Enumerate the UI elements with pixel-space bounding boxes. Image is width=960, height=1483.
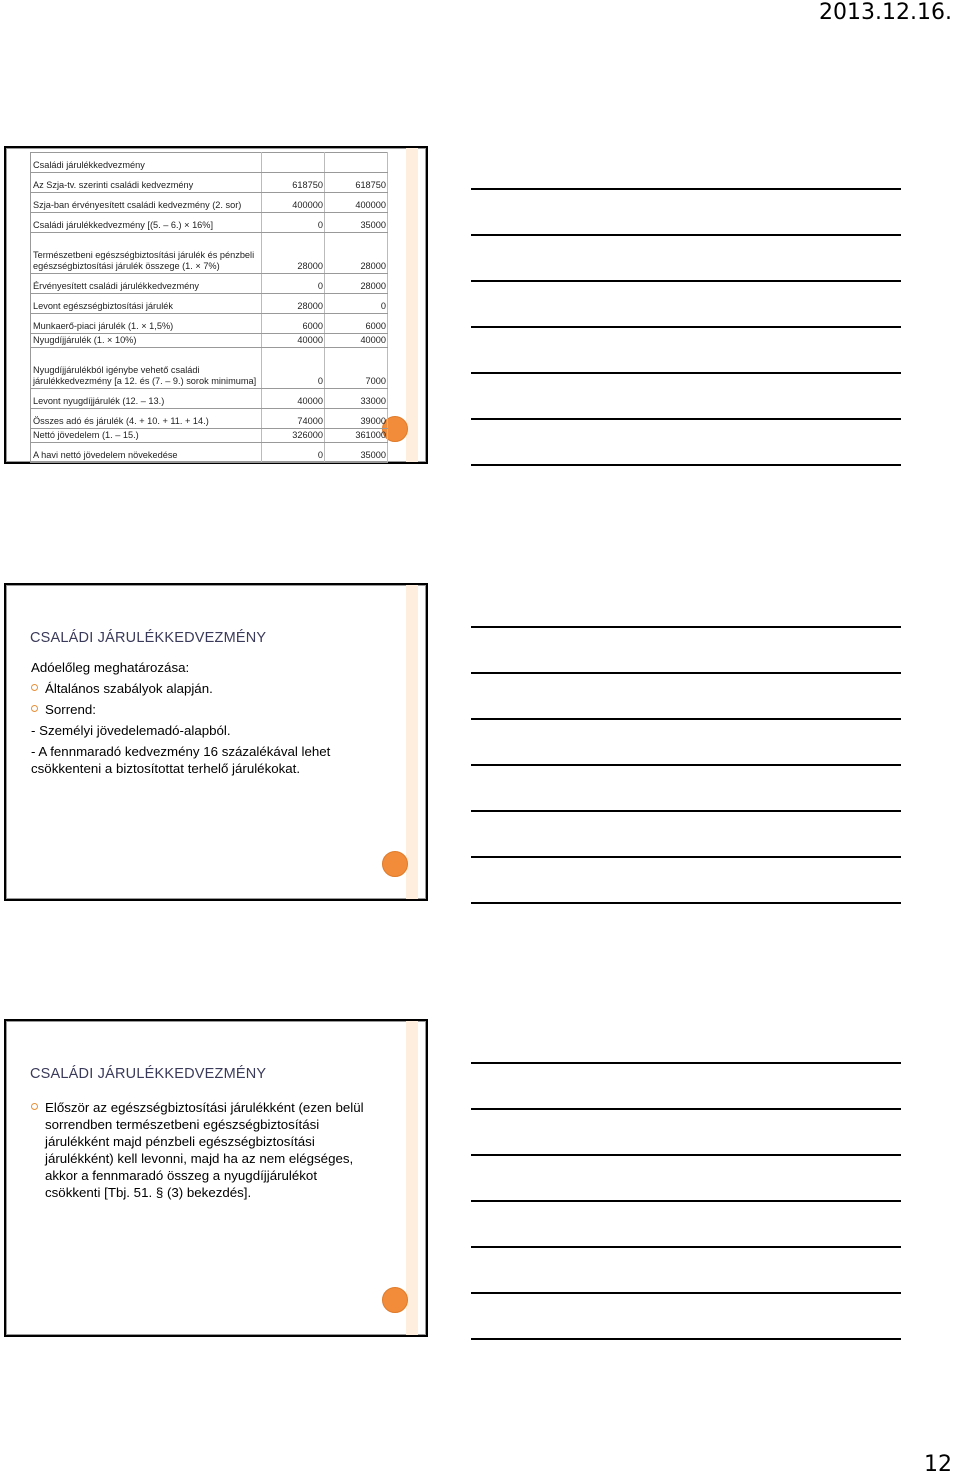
- table-row: [31, 274, 388, 294]
- slide-1-side-strip: [406, 148, 418, 462]
- row-label: Nyugdíjjárulékból igénybe vehető családi járulékkedvezmény [a 12. és (7. – 9.) sorok minimuma]: [31, 348, 262, 389]
- row-label: Levont nyugdíjjárulék (12. – 13.): [31, 389, 262, 409]
- row-value-a: 400000: [261, 193, 324, 213]
- note-line: [471, 1200, 901, 1202]
- note-line: [471, 764, 901, 766]
- row-value-b: 28000: [324, 233, 387, 274]
- slide-2-bullet-1: Általános szabályok alapján.: [31, 680, 391, 697]
- slide-3-dot-icon: [382, 1287, 408, 1313]
- row-label: Az Szja-tv. szerinti családi kedvezmény: [31, 173, 262, 193]
- row-value-a: 28000: [261, 233, 324, 274]
- bullet-icon: [31, 1103, 38, 1110]
- slide-2-sub-2: - A fennmaradó kedvezmény 16 százalékával lehet csökkenteni a biztosítottat terhelő járulékokat.: [31, 744, 331, 776]
- slide-3-bullet-1: Először az egészségbiztosítási járulékként (ezen belül sorrendben természetbeni egészségbiztosítási járulékként majd pénzbeli egészségbiztosítási járulékként) kell levonni, majd ha az nem elégséges, akkor a fennmaradó összeg a nyugdíjjárulékot csökkenti [Tbj. 51. § (3) bekezdés].: [31, 1099, 371, 1201]
- row-label: A havi nettó jövedelem növekedése: [31, 443, 262, 463]
- row-label: Nettó jövedelem (1. – 15.): [31, 429, 262, 443]
- slide-2-bullet-2: Sorrend:: [31, 701, 391, 718]
- slide-2-body: [31, 659, 391, 777]
- table-row: [31, 348, 388, 389]
- note-line: [471, 1062, 901, 1064]
- table-row: [31, 213, 388, 233]
- page-date: 2013.12.16.: [819, 0, 952, 25]
- table-row: [31, 294, 388, 314]
- row-value-a: 40000: [261, 334, 324, 348]
- row-value-a: 326000: [261, 429, 324, 443]
- table-row: [31, 153, 388, 173]
- row-value-a: 0: [261, 443, 324, 463]
- bullet-icon: [31, 705, 38, 712]
- row-value-b: 39000: [324, 409, 387, 429]
- row-value-a: 0: [261, 348, 324, 389]
- row-value-b: 28000: [324, 274, 387, 294]
- table-row: [31, 334, 388, 348]
- note-line: [471, 188, 901, 190]
- slide-1: [4, 146, 428, 464]
- page-number: 12: [924, 1452, 952, 1477]
- row-value-a: 618750: [261, 173, 324, 193]
- row-label: Szja-ban érvényesített családi kedvezmény (2. sor): [31, 193, 262, 213]
- row-value-a: 74000: [261, 409, 324, 429]
- note-line: [471, 718, 901, 720]
- note-line: [471, 280, 901, 282]
- row-value-b: 40000: [324, 334, 387, 348]
- slide-2-dot-icon: [382, 851, 408, 877]
- note-line: [471, 1108, 901, 1110]
- row-value-a: 28000: [261, 294, 324, 314]
- row-label: Munkaerő-piaci járulék (1. × 1,5%): [31, 314, 262, 334]
- slide-3-title: CSALÁDI JÁRULÉKKEDVEZMÉNY: [30, 1066, 267, 1082]
- note-line: [471, 372, 901, 374]
- table-row: [31, 233, 388, 274]
- table-row: [31, 193, 388, 213]
- row-value-a: 0: [261, 274, 324, 294]
- table-row: [31, 409, 388, 429]
- note-line: [471, 1338, 901, 1340]
- note-line: [471, 810, 901, 812]
- slide-2-side-strip: [406, 585, 418, 899]
- row-value-a: 0: [261, 213, 324, 233]
- row-label: Nyugdíjjárulék (1. × 10%): [31, 334, 262, 348]
- slide-2-intro: Adóelőleg meghatározása:: [31, 660, 190, 675]
- row-label: Természetbeni egészségbiztosítási járulék és pénzbeli egészségbiztosítási járulék összege (1. × 7%): [31, 233, 262, 274]
- note-line: [471, 1154, 901, 1156]
- row-value-b: 618750: [324, 173, 387, 193]
- table-row: [31, 314, 388, 334]
- row-label: Családi járulékkedvezmény: [31, 153, 262, 173]
- slide-3-side-strip: [406, 1021, 418, 1335]
- slide-3: [4, 1019, 428, 1337]
- row-value-a: 6000: [261, 314, 324, 334]
- slide-2: [4, 583, 428, 901]
- row-value-a: [261, 153, 324, 173]
- row-value-b: 400000: [324, 193, 387, 213]
- row-value-b: 0: [324, 294, 387, 314]
- row-value-b: 361000: [324, 429, 387, 443]
- note-line: [471, 672, 901, 674]
- note-line: [471, 902, 901, 904]
- table-row: [31, 429, 388, 443]
- row-label: Levont egészségbiztosítási járulék: [31, 294, 262, 314]
- row-value-b: 6000: [324, 314, 387, 334]
- table-row: [31, 173, 388, 193]
- slide-2-title: CSALÁDI JÁRULÉKKEDVEZMÉNY: [30, 630, 267, 646]
- slide-2-sub-1: - Személyi jövedelemadó-alapból.: [31, 723, 231, 738]
- bullet-icon: [31, 684, 38, 691]
- note-line: [471, 1246, 901, 1248]
- row-label: Összes adó és járulék (4. + 10. + 11. + 14.): [31, 409, 262, 429]
- note-line: [471, 418, 901, 420]
- table-row: [31, 389, 388, 409]
- note-line: [471, 464, 901, 466]
- row-value-b: 7000: [324, 348, 387, 389]
- note-line: [471, 856, 901, 858]
- note-line: [471, 234, 901, 236]
- note-line: [471, 1292, 901, 1294]
- note-line: [471, 326, 901, 328]
- note-line: [471, 626, 901, 628]
- row-value-b: 35000: [324, 443, 387, 463]
- row-value-b: 33000: [324, 389, 387, 409]
- contribution-table: [30, 152, 388, 463]
- row-value-b: [324, 153, 387, 173]
- row-value-b: 35000: [324, 213, 387, 233]
- row-value-a: 40000: [261, 389, 324, 409]
- slide-3-body: [31, 1099, 371, 1201]
- row-label: Érvényesített családi járulékkedvezmény: [31, 274, 262, 294]
- row-label: Családi járulékkedvezmény [(5. – 6.) × 16%]: [31, 213, 262, 233]
- table-row: [31, 443, 388, 463]
